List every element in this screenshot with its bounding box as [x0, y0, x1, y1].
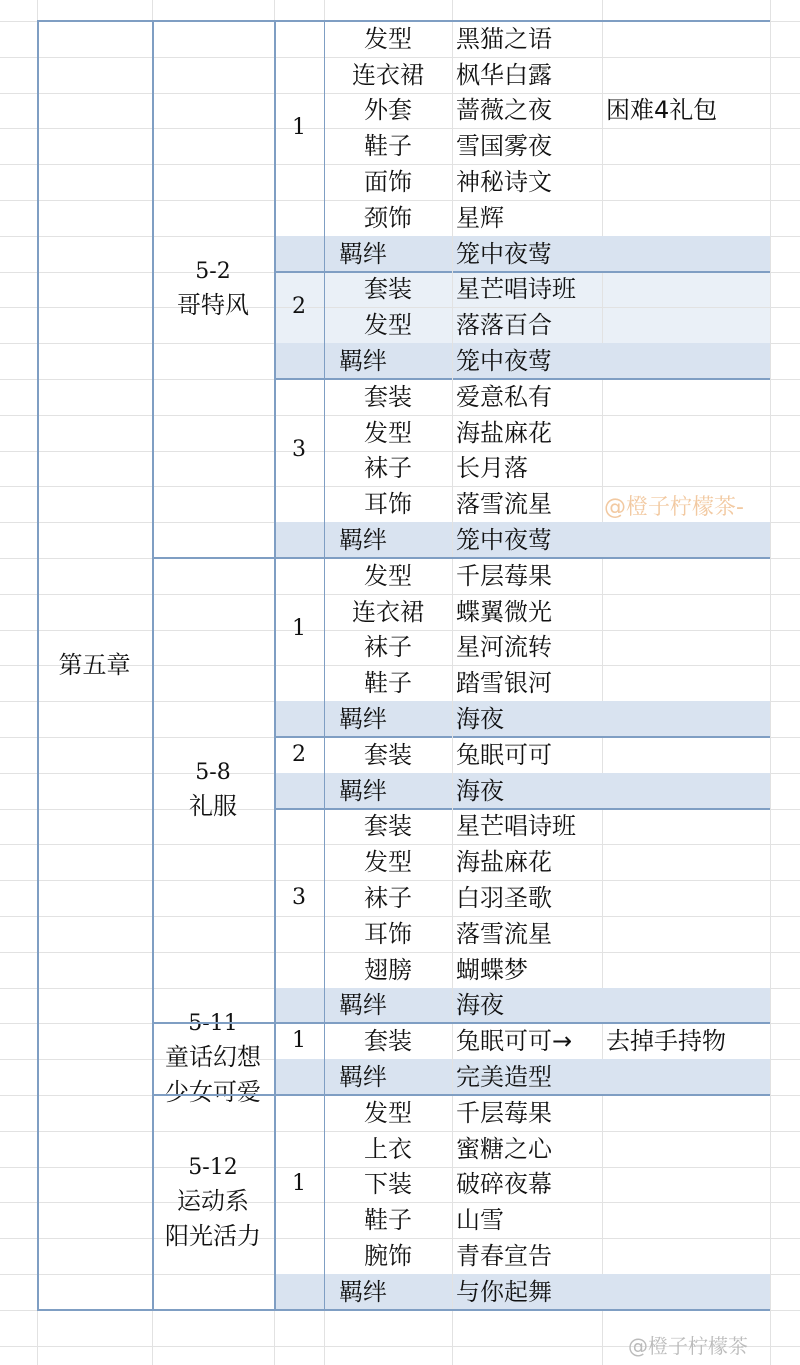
item-type: 套装	[364, 382, 412, 411]
level-cell	[152, 1095, 274, 1310]
level-divider	[274, 21, 276, 1310]
item-type: 发型	[364, 310, 412, 339]
item-name: 蔷薇之夜	[456, 96, 552, 125]
type-divider	[452, 272, 453, 379]
item-name: 蝴蝶梦	[456, 955, 528, 984]
level-cell	[152, 1011, 274, 1107]
item-name: 雪国雾夜	[456, 131, 552, 160]
bond-label: 羁绊	[339, 776, 387, 805]
item-type: 翅膀	[364, 955, 412, 984]
item-type: 外套	[364, 96, 412, 125]
level-cell	[152, 21, 274, 558]
item-name: 千层莓果	[456, 1098, 552, 1127]
level-code: 5-2	[195, 258, 231, 284]
item-name: 神秘诗文	[456, 167, 552, 196]
group-number-divider	[324, 737, 325, 809]
group-top-line	[274, 272, 770, 273]
item-type: 发型	[364, 418, 412, 447]
level-separator	[152, 557, 770, 559]
type-divider	[452, 379, 453, 558]
level-code: 5-12	[188, 1154, 238, 1180]
type-divider	[452, 809, 453, 1023]
bond-name: 海夜	[456, 704, 504, 733]
item-type: 袜子	[364, 883, 412, 912]
item-type: 袜子	[364, 633, 412, 662]
bond-name: 完美造型	[456, 1062, 552, 1091]
item-name: 蜜糖之心	[456, 1134, 552, 1163]
item-type: 套装	[364, 812, 412, 841]
item-type: 面饰	[364, 167, 412, 196]
item-type: 袜子	[364, 454, 412, 483]
type-divider	[452, 1095, 453, 1310]
bond-name: 笼中夜莺	[456, 525, 552, 554]
item-type: 腕饰	[364, 1241, 412, 1270]
item-type: 颈饰	[364, 203, 412, 232]
sheet-gridline	[770, 0, 771, 1365]
level-name-line: 礼服	[189, 792, 237, 821]
group-number-divider	[324, 379, 325, 558]
item-type: 鞋子	[364, 1205, 412, 1234]
table-top-border	[37, 20, 770, 22]
item-type: 耳饰	[364, 489, 412, 518]
table-bottom-border	[37, 1309, 770, 1311]
group-top-line	[274, 809, 770, 810]
item-type: 发型	[364, 561, 412, 590]
bond-name: 与你起舞	[456, 1277, 552, 1306]
bond-label: 羁绊	[339, 704, 387, 733]
bond-label: 羁绊	[339, 346, 387, 375]
group-number-divider	[324, 272, 325, 379]
item-name: 破碎夜幕	[456, 1170, 552, 1199]
group-number: 3	[292, 885, 306, 911]
item-name: 星芒唱诗班	[456, 812, 576, 841]
item-name: 踏雪银河	[456, 668, 552, 697]
item-name: 星辉	[456, 203, 504, 232]
item-note: 去掉手持物	[606, 1026, 726, 1055]
item-name: 千层莓果	[456, 561, 552, 590]
group-number: 1	[292, 616, 306, 642]
item-name: 枫华白露	[456, 60, 552, 89]
level-name-line: 少女可爱	[165, 1078, 261, 1107]
item-name: 长月落	[456, 454, 528, 483]
group-number-divider	[324, 1023, 325, 1095]
type-divider	[452, 1023, 453, 1095]
item-type: 套装	[364, 1026, 412, 1055]
group-number-divider	[324, 558, 325, 737]
item-type: 套装	[364, 275, 412, 304]
item-type: 耳饰	[364, 919, 412, 948]
item-name: 黑猫之语	[456, 24, 552, 53]
level-name-line: 运动系	[177, 1186, 249, 1215]
watermark-text: @橙子柠檬茶	[628, 1334, 748, 1358]
item-type: 发型	[364, 1098, 412, 1127]
level-name-line: 哥特风	[177, 291, 249, 320]
item-type: 鞋子	[364, 131, 412, 160]
item-name: 白羽圣歌	[456, 883, 552, 912]
group-number: 2	[292, 741, 306, 767]
item-type: 连衣裙	[352, 597, 424, 626]
item-note: 困难4礼包	[606, 96, 718, 125]
type-divider	[452, 21, 453, 272]
level-code: 5-11	[188, 1011, 238, 1037]
group-number: 3	[292, 437, 306, 463]
bond-name: 笼中夜莺	[456, 346, 552, 375]
item-name: 落雪流星	[456, 919, 552, 948]
level-separator	[152, 1094, 770, 1096]
item-name: 海盐麻花	[456, 847, 552, 876]
item-type: 下装	[364, 1170, 412, 1199]
item-name: 青春宣告	[456, 1241, 552, 1270]
group-number-divider	[324, 1095, 325, 1310]
item-name: 落落百合	[456, 310, 552, 339]
bond-label: 羁绊	[339, 991, 387, 1020]
item-name: 落雪流星	[456, 489, 552, 518]
level-name-line: 阳光活力	[165, 1221, 261, 1250]
item-name: 蝶翼微光	[456, 597, 552, 626]
chapter-cell: 第五章	[58, 651, 131, 680]
item-type: 发型	[364, 847, 412, 876]
group-number-divider	[324, 21, 325, 272]
item-name: 星芒唱诗班	[456, 275, 576, 304]
item-type: 上衣	[364, 1134, 412, 1163]
type-divider	[452, 737, 453, 809]
sheet-gridline	[602, 0, 603, 1365]
level-cell	[152, 558, 274, 1023]
item-name: 星河流转	[456, 633, 552, 662]
bond-name: 笼中夜莺	[456, 239, 552, 268]
group-number: 1	[292, 115, 306, 141]
item-name: 兔眠可可	[456, 740, 552, 769]
item-name: 山雪	[456, 1205, 504, 1234]
item-name: 海盐麻花	[456, 418, 552, 447]
watermark-text: @橙子柠檬茶-	[604, 495, 744, 520]
item-name: 爱意私有	[456, 382, 552, 411]
group-top-line	[274, 737, 770, 738]
bond-label: 羁绊	[339, 1277, 387, 1306]
item-type: 发型	[364, 24, 412, 53]
item-name: 兔眠可可→	[456, 1026, 573, 1055]
type-divider	[452, 558, 453, 737]
item-type: 套装	[364, 740, 412, 769]
group-number: 1	[292, 1027, 306, 1053]
bond-label: 羁绊	[339, 1062, 387, 1091]
bond-label: 羁绊	[339, 239, 387, 268]
bond-label: 羁绊	[339, 525, 387, 554]
group-top-line	[274, 379, 770, 380]
level-separator	[152, 1022, 770, 1024]
level-code: 5-8	[195, 759, 231, 785]
chapter-divider	[152, 21, 154, 1310]
level-name-line: 童话幻想	[165, 1043, 261, 1072]
table-left-border	[37, 21, 39, 1310]
bond-name: 海夜	[456, 991, 504, 1020]
bond-name: 海夜	[456, 776, 504, 805]
item-type: 连衣裙	[352, 60, 424, 89]
group-number: 2	[292, 294, 306, 320]
group-number-divider	[324, 809, 325, 1023]
item-type: 鞋子	[364, 668, 412, 697]
group-number: 1	[292, 1171, 306, 1197]
